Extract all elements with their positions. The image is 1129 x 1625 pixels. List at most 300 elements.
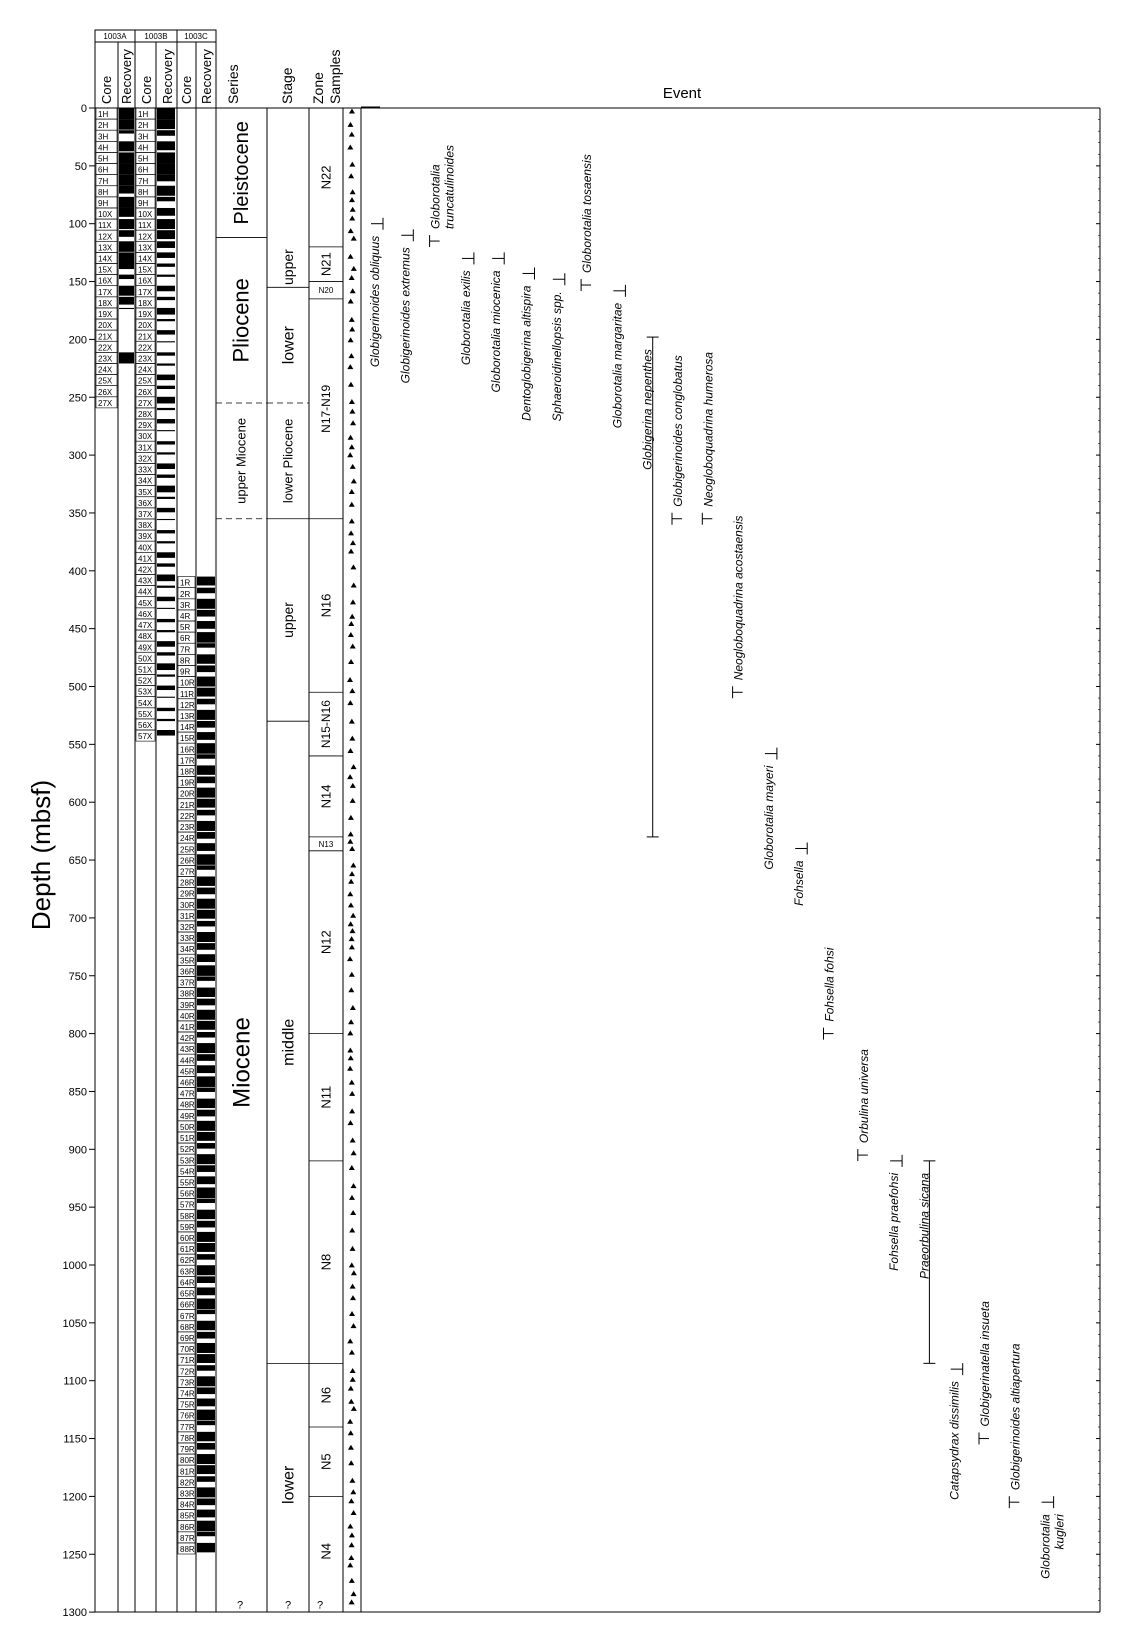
hole-b-core-label: 57X [138,732,153,742]
hole-b-recovery [157,341,175,342]
hole-a-core-label: 2H [98,121,109,131]
hole-c-recovery-header: Recovery [199,49,214,104]
sample-marker [349,399,355,404]
hole-c-recovery [197,988,215,997]
hole-c-core-label: 72R [180,1367,195,1377]
hole-c-recovery [197,765,215,774]
hole-c-core-label: 87R [180,1533,195,1543]
hole-c-core-label: 80R [180,1456,195,1466]
zone-label: N4 [318,1543,334,1560]
hole-b-recovery [157,608,175,609]
hole-b-recovery [157,730,175,736]
stage-label: upper [279,602,296,638]
hole-headers [103,32,208,41]
event-label: Globorotalia mayeri [761,765,776,870]
hole-b-recovery [157,586,175,588]
hole-b-recovery [157,408,175,410]
uncertain-marker: ? [316,1599,324,1612]
hole-b-core-label: 35X [138,487,153,497]
hole-b-core-label: 25X [138,376,153,386]
hole-b-core-label: 34X [138,476,153,486]
hole-c-recovery [197,654,215,663]
hole-c-recovery [197,1021,215,1030]
hole-c-recovery [197,1332,215,1339]
hole-c-recovery [197,1465,215,1474]
hole-a-core-label: 23X [98,354,113,364]
sample-marker [349,846,355,851]
hole-a-recovery [119,208,134,217]
event-label: Orbulina universa [856,1049,871,1144]
hole-c-recovery [197,788,215,798]
sample-marker [348,921,354,926]
hole-a-core-label: 8H [98,187,109,197]
sample-marker [348,1386,354,1391]
hole-c-recovery [197,1254,215,1260]
hole-c-recovery [197,1410,215,1421]
hole-a-core-label: 15X [98,265,113,275]
hole-c-core-label: 51R [180,1134,195,1144]
sample-marker [350,599,356,604]
sample-marker [350,1005,356,1010]
y-tick-label: 1100 [63,1375,87,1388]
hole-b-recovery [157,697,175,698]
hole-b-recovery [157,197,175,201]
hole-b-recovery [157,397,175,404]
sample-marker [350,1489,356,1494]
hole-b-core-label: 17X [138,287,153,297]
sample-marker [350,863,356,868]
hole-b-core-label: 9H [138,198,149,208]
hole-c-recovery [197,799,215,808]
hole-b-recovery [157,219,175,229]
hole-a-core-label: 14X [98,254,113,264]
y-tick-label: 1300 [62,1607,87,1620]
sample-marker [349,614,355,619]
hole-b-recovery [157,186,175,196]
sample-marker [348,382,354,387]
hole-c-core-label: 74R [180,1389,195,1399]
hole-b-core-label: 50X [138,654,153,664]
event-label: Globigerinoides altiapertura [1008,1343,1023,1491]
hole-c-recovery [197,1421,215,1425]
hole-c-recovery [197,1032,215,1038]
zone-label: N16 [318,593,334,618]
hole-a-core-label: 17X [98,287,113,297]
hole-c-core-label: 82R [180,1478,195,1488]
hole-c-core-label: 4R [180,612,191,622]
hole-b-core-label: 1H [138,110,149,120]
hole-a-core-label: 26X [98,387,113,397]
hole-b-core-label: 52X [138,676,153,686]
hole-a-core-label: 24X [98,365,113,375]
hole-c-core-label: 18R [180,767,195,777]
hole-c-recovery [197,1176,215,1184]
hole-b-recovery [157,463,175,469]
hole-c-core-label: 61R [180,1245,195,1255]
hole-b-recovery [157,363,175,365]
hole-c-core-label: 66R [180,1300,195,1310]
hole-c-core-label: 36R [180,967,195,977]
hole-a-recovery [119,297,134,305]
hole-c-recovery [197,1054,215,1061]
hole-a-core-label: 6H [98,165,109,175]
hole-b-core-label: 7H [138,176,149,186]
hole-a-recovery [119,230,134,237]
hole-c-core-label: 67R [180,1311,195,1321]
y-tick-label: 750 [68,970,87,983]
hole-c-recovery [197,1443,215,1450]
hole-c-recovery [197,1432,215,1441]
sample-marker [350,1210,356,1215]
sample-marker [350,540,356,545]
stage-label: lower [280,1465,298,1504]
hole-c-recovery [197,954,215,962]
hole-b-recovery [157,275,175,277]
event-label: Neogloboquadrina acostaensis [731,515,746,681]
sample-marker [347,774,353,779]
hole-c-recovery [197,677,215,687]
sample-marker [348,659,354,664]
y-tick-label: 600 [68,797,87,810]
y-tick-label: 900 [68,1144,87,1157]
hole-a-core-label: 13X [98,243,113,253]
hole-c-core-label: 49R [180,1111,195,1121]
hole-c-core-label: 22R [180,811,195,821]
sample-marker [348,1445,354,1450]
hole-c-core-label: 52R [180,1145,195,1155]
hole-b-core-label: 31X [138,443,153,453]
hole-a-core-label: 20X [98,321,113,331]
hole-b-core-label: 3H [138,132,149,142]
hole-a-recovery [119,164,134,175]
hole-b-recovery [157,241,175,248]
hole-c-core-label: 46R [180,1078,195,1088]
hole-c-core-label: 43R [180,1045,195,1055]
hole-b-core-label: 26X [138,387,153,397]
sample-marker [349,1578,355,1583]
hole-b-core-header: Core [139,75,154,104]
series-label: upper Miocene [233,417,249,504]
sample-marker [351,764,357,769]
sample-marker [349,972,355,977]
sample-marker [350,798,356,803]
hole-b-core-label: 15X [138,265,153,275]
hole-c-recovery [197,1265,215,1275]
hole-b-core-label: 56X [138,721,153,731]
event-label: Globigerina nepenthes [640,349,655,470]
y-tick-label: 50 [74,160,87,173]
hole-b-recovery [157,630,175,632]
zone-label: N22 [318,165,334,190]
hole-c-core-label: 40R [180,1011,195,1021]
hole-c-recovery [197,1299,215,1310]
sample-marker [349,108,355,113]
y-tick-label: 800 [68,1028,87,1041]
hole-c-recovery [197,1232,215,1242]
hole-b-recovery [157,686,175,690]
hole-a-recovery [119,308,134,309]
hole-c-recovery [197,1354,215,1363]
hole-c-core-label: 44R [180,1056,195,1066]
hole-b-recovery [157,475,175,478]
hole-c-core-label: 65R [180,1289,195,1299]
zone-label: N13 [318,839,334,849]
sample-marker [347,1066,353,1071]
hole-c-recovery [197,665,215,672]
hole-b-core-label: 11X [138,221,152,231]
zone-label: N21 [318,252,334,277]
hole-c-recovery [197,876,215,885]
hole-b-core-label: 33X [138,465,153,475]
sample-marker [347,677,353,682]
zone-label: N8 [318,1253,334,1271]
sample-marker [348,353,354,358]
hole-c-core-label: 53R [180,1156,195,1166]
hole-c-recovery [197,1143,215,1149]
hole-b-core-label: 5H [138,154,149,164]
hole-c-core-label: 54R [180,1167,195,1177]
hole-c-core-label: 17R [180,756,195,766]
hole-c-recovery [197,1399,215,1407]
hole-c-recovery [197,1365,215,1371]
hole-c-recovery [197,899,215,909]
sample-marker [348,1460,354,1465]
hole-b-core-label: 24X [138,365,153,375]
hole-c-core-label: 38R [180,989,195,999]
sample-marker [350,1368,356,1373]
sample-marker [350,1377,356,1382]
sample-marker [351,1406,357,1411]
hole-b-core-label: 46X [138,609,153,619]
sample-marker [349,928,355,933]
series-header: Series [225,64,241,104]
hole-b-core-label: 29X [138,421,153,431]
sample-marker [349,326,355,331]
hole-c-core-label: 64R [180,1278,195,1288]
sample-marker [351,1323,357,1328]
stage-label: lower Pliocene [280,418,296,504]
hole-b-recovery [157,597,175,601]
hole-c-core-label: 86R [180,1522,195,1532]
hole-c-core-label: 50R [180,1122,195,1132]
hole-c-recovery [197,910,215,919]
hole-b-core-label: 22X [138,343,153,353]
sample-marker [347,1524,353,1529]
sample-marker [349,489,355,494]
sample-marker [350,1246,356,1251]
hole-b-core-label: 21X [138,332,153,342]
sample-marker [349,1599,355,1604]
hole-b-recovery [157,152,175,163]
hole-1003c-label: 1003C [184,32,208,41]
sample-marker [348,815,354,820]
hole-c-recovery [197,1343,215,1353]
sample-marker [349,1311,355,1316]
hole-a-core-label: 12X [98,232,113,242]
hole-b-recovery [157,330,175,334]
hole-a-recovery [119,175,134,186]
hole-c-recovery [197,821,215,831]
sample-marker [350,189,356,194]
y-tick-label: 550 [68,739,87,752]
sample-marker [348,1019,354,1024]
hole-b-core-label: 43X [138,576,153,586]
hole-c-recovery [197,999,215,1006]
y-tick-label: 650 [68,855,87,868]
event-label-line2: kugleri [1052,1514,1067,1550]
hole-c-core-label: 58R [180,1211,195,1221]
sample-marker [349,1478,355,1483]
hole-c-core-label: 37R [180,978,195,988]
zone-header: Zone [310,72,326,104]
sample-marker [347,452,353,457]
hole-c-core-label: 30R [180,900,195,910]
hole-b-core-label: 40X [138,543,153,553]
sample-marker [348,549,354,554]
hole-b-core-label: 44X [138,587,153,597]
hole-c-recovery [197,1154,215,1164]
hole-b-recovery [157,530,175,533]
hole-c-recovery [197,865,215,869]
sample-marker [348,173,354,178]
sample-marker [349,736,355,741]
hole-c-core-label: 10R [180,678,195,688]
hole-c-core-label: 48R [180,1100,195,1110]
y-tick-label: 250 [68,392,87,405]
hole-c-core-header: Core [179,75,194,104]
hole-a-core-label: 5H [98,154,109,164]
y-axis-title: Depth (mbsf) [26,779,56,931]
hole-c-recovery [197,1165,215,1172]
y-tick-label: 150 [68,276,87,289]
zone-label: N5 [318,1453,334,1471]
y-tick-label: 1000 [62,1260,87,1272]
event-label: Globorotalia miocenica [489,270,504,393]
sample-marker [349,1165,355,1170]
hole-a-recovery [119,152,134,163]
hole-c-recovery [197,854,215,865]
y-tick-label: 1250 [62,1549,87,1562]
hole-b-recovery-header: Recovery [160,49,175,104]
hole-b-core-label: 28X [138,410,153,420]
stage-label: middle [280,1018,298,1066]
hole-c-core-label: 33R [180,934,195,944]
hole-b-recovery [157,441,175,444]
event-label: Globigerinoides conglobatus [671,355,685,507]
hole-a-recovery [119,197,134,208]
hole-c-recovery [197,888,215,895]
event-label: Globigerinatella insueta [978,1301,992,1427]
hole-b-core-label: 10X [138,210,153,220]
sample-marker [349,936,355,941]
hole-b-recovery [157,663,175,670]
sample-marker [347,122,353,127]
y-tick-label: 700 [68,912,87,925]
hole-c-core-label: 41R [180,1022,195,1032]
hole-a-recovery [119,252,134,263]
hole-c-recovery [197,1321,215,1330]
sample-marker [350,1295,356,1300]
zone-label: N11 [318,1085,334,1109]
hole-b-recovery [157,486,175,493]
hole-a-core-label: 22X [98,343,113,353]
hole-a-core-label: 16X [98,276,113,286]
hole-b-core-label: 4H [138,143,149,153]
sample-marker [351,478,357,483]
hole-a-recovery [119,275,134,279]
hole-b-recovery [157,575,175,582]
hole-c-recovery [197,1010,215,1020]
sample-marker [347,891,353,896]
hole-c-core-label: 20R [180,789,195,799]
hole-c-core-label: 62R [180,1256,195,1266]
hole-c-recovery [197,1088,215,1092]
sample-marker [347,1562,353,1567]
sample-marker [349,444,355,449]
hole-a-core-label: 7H [98,176,109,186]
zone-label: N12 [318,930,334,955]
hole-c-core-label: 31R [180,911,195,921]
hole-b-recovery [157,119,175,129]
hole-c-core-label: 2R [180,589,191,599]
hole-c-core-label: 35R [180,956,195,966]
event-label: Globigerinoides obliquus [368,235,382,368]
event-label: Globorotalia exilis [458,270,473,366]
hole-1003b-label: 1003B [144,32,168,41]
hole-b-recovery [157,519,175,520]
sample-marker [348,621,354,626]
hole-c-core-label: 24R [180,834,195,844]
hole-c-core-label: 23R [180,823,195,833]
hole-c-recovery [197,1387,215,1394]
hole-c-recovery [197,577,215,586]
hole-c-recovery [197,943,215,950]
sample-marker [350,1284,356,1289]
sample-marker [350,420,356,425]
hole-c-core-label: 81R [180,1467,195,1477]
hole-c-core-label: 59R [180,1222,195,1232]
sample-marker [347,956,353,961]
y-tick-label: 500 [68,681,87,694]
hole-b-core-label: 30X [138,432,153,442]
y-tick-label: 200 [68,334,87,347]
hole-c-core-label: 16R [180,745,195,755]
hole-c-recovery [197,1110,215,1117]
hole-a-recovery-header: Recovery [119,49,134,104]
hole-c-recovery [197,1199,215,1203]
hole-b-recovery [157,641,175,647]
hole-c-core-label: 78R [180,1433,195,1443]
hole-c-core-label: 39R [180,1000,195,1010]
sample-marker [351,1510,357,1515]
hole-c-recovery [197,1187,215,1198]
hole-c-core-label: 71R [180,1356,195,1366]
event-label-line2: truncatulinoides [442,144,457,230]
y-tick-label: 0 [80,103,87,115]
hole-c-recovery [197,1243,215,1252]
hole-c-recovery [197,1521,215,1532]
hole-b-recovery [157,208,175,216]
hole-b-recovery [157,286,175,292]
event-header: Event [662,85,702,102]
hole-b-core-label: 27X [138,398,153,408]
hole-c-recovery [197,1210,215,1219]
hole-b-core-label: 14X [138,254,153,264]
hole-b-core-label: 37X [138,509,153,519]
hole-b-recovery [157,230,175,239]
hole-c-recovery [197,1065,215,1073]
hole-c-core-label: 73R [180,1378,195,1388]
